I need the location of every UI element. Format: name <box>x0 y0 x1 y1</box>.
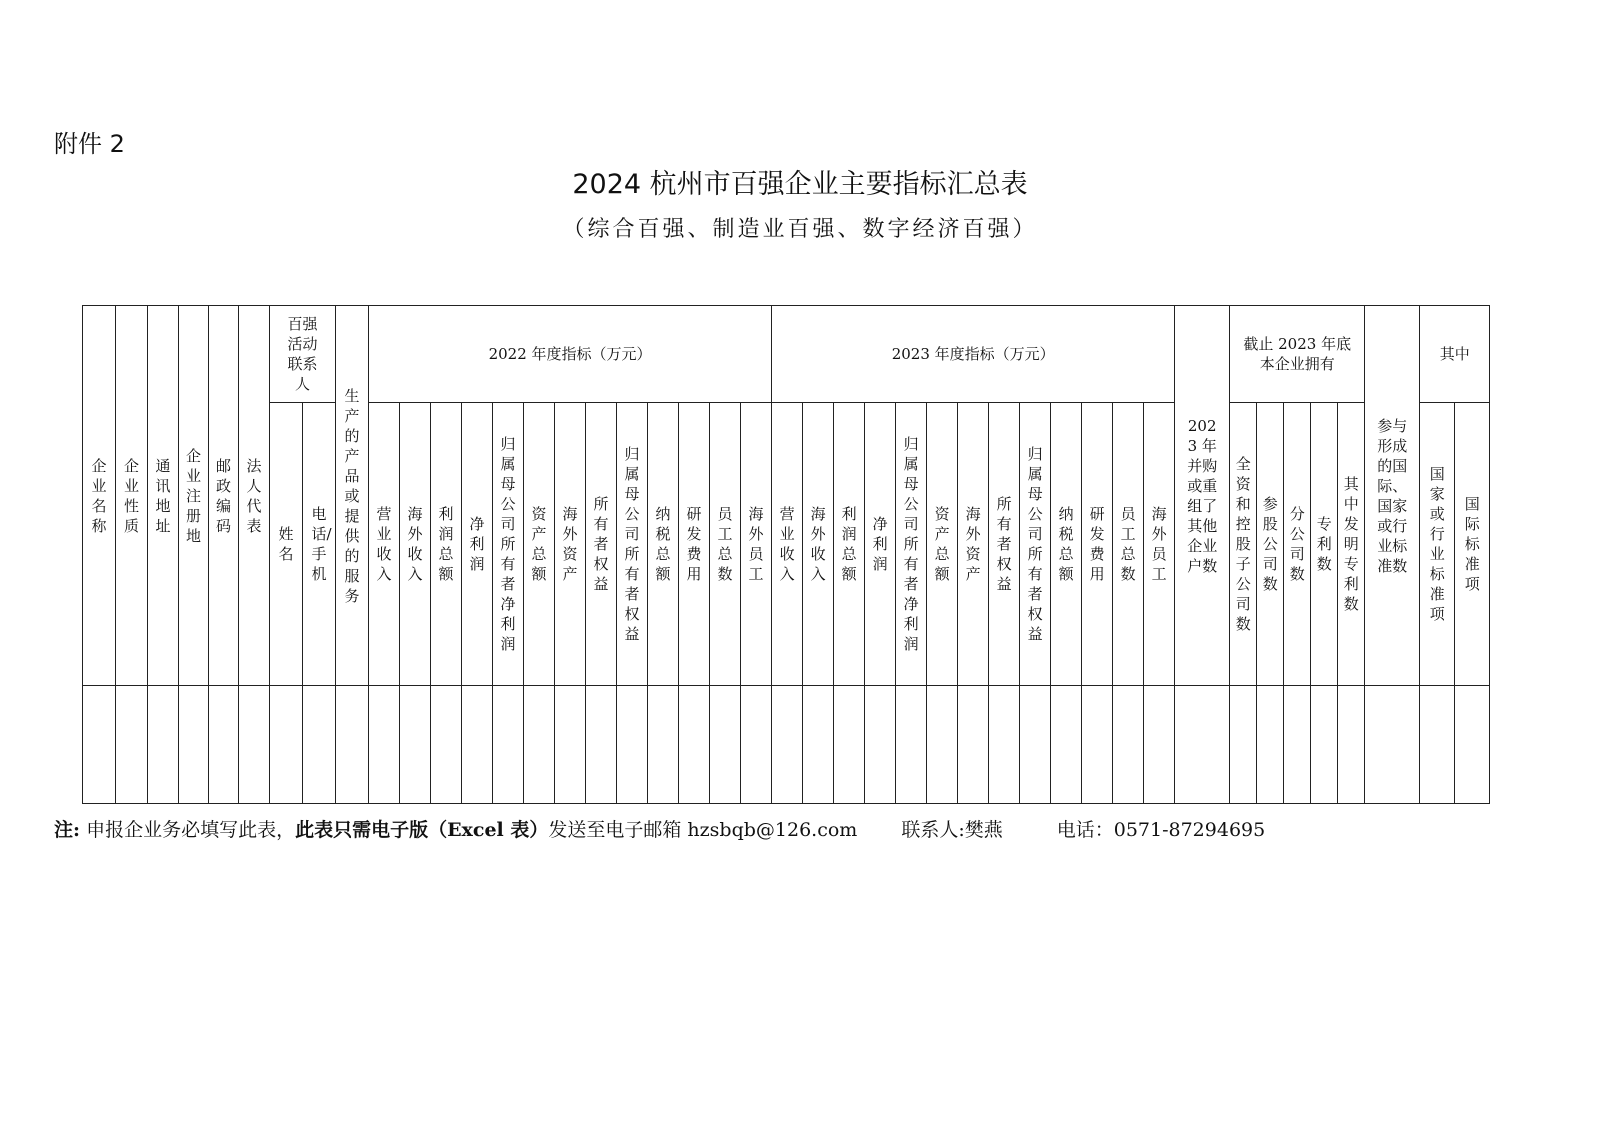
table-cell[interactable] <box>958 686 989 804</box>
table-cell[interactable] <box>1113 686 1144 804</box>
table-cell[interactable] <box>369 686 400 804</box>
col-header-registration: 企业注册地 <box>179 306 209 686</box>
col-header-2023-indicator: 海外收入 <box>803 403 834 686</box>
col-header-2023-indicator: 归属母公司所有者权益 <box>1020 403 1051 686</box>
table-cell[interactable] <box>179 686 209 804</box>
col-header-products: 生产的产品或提供的服务 <box>336 306 369 686</box>
col-header-2022-indicator: 净利润 <box>462 403 493 686</box>
col-header-2022-indicator: 海外员工 <box>741 403 772 686</box>
page-subtitle: （综合百强、制造业百强、数字经济百强） <box>562 217 1038 242</box>
table-cell[interactable] <box>270 686 303 804</box>
col-header-2023-indicator: 净利润 <box>865 403 896 686</box>
col-header-company-type: 企业性质 <box>116 306 148 686</box>
col-header-of-which: 国家或行业标准项 <box>1420 403 1455 686</box>
table-cell[interactable] <box>586 686 617 804</box>
table-row <box>83 686 1490 804</box>
footnote-contact: 联系人:樊燕 <box>901 819 1003 841</box>
table-cell[interactable] <box>1230 686 1257 804</box>
header-row-1 <box>83 306 1490 403</box>
col-header-mna: 2023 年并购或重组了其他企业户数 <box>1175 306 1230 686</box>
table-cell[interactable] <box>209 686 239 804</box>
group-header-owned: 截止 2023 年底本企业拥有 <box>1230 306 1365 403</box>
col-header-2022-indicator: 研发费用 <box>679 403 710 686</box>
table-cell[interactable] <box>834 686 865 804</box>
col-header-2022-indicator: 纳税总额 <box>648 403 679 686</box>
table-cell[interactable] <box>524 686 555 804</box>
col-header-contact-phone: 电话/手机 <box>303 403 336 686</box>
group-header-of-which: 其中 <box>1420 306 1490 403</box>
page-title: 2024 杭州市百强企业主要指标汇总表 <box>572 169 1028 200</box>
group-header-2022: 2022 年度指标（万元） <box>369 306 772 403</box>
col-header-2022-indicator: 员工总数 <box>710 403 741 686</box>
table-cell[interactable] <box>1051 686 1082 804</box>
col-header-2023-indicator: 归属母公司所有者净利润 <box>896 403 927 686</box>
table-cell[interactable] <box>710 686 741 804</box>
col-header-2023-indicator: 利润总额 <box>834 403 865 686</box>
col-header-2022-indicator: 海外收入 <box>400 403 431 686</box>
table-cell[interactable] <box>431 686 462 804</box>
table-cell[interactable] <box>1284 686 1311 804</box>
col-header-owned: 专利数 <box>1311 403 1338 686</box>
footnote-label: 注: <box>54 819 81 841</box>
col-header-owned: 参股公司数 <box>1257 403 1284 686</box>
attachment-label: 附件 2 <box>54 130 125 158</box>
col-header-2023-indicator: 纳税总额 <box>1051 403 1082 686</box>
table-cell[interactable] <box>741 686 772 804</box>
col-header-address: 通讯地址 <box>148 306 179 686</box>
col-header-standards: 参与形成的国际、国家或行业标准数 <box>1365 306 1420 686</box>
table-cell[interactable] <box>493 686 524 804</box>
table-cell[interactable] <box>1338 686 1365 804</box>
col-header-owned: 其中发明专利数 <box>1338 403 1365 686</box>
table-cell[interactable] <box>555 686 586 804</box>
table-cell[interactable] <box>679 686 710 804</box>
table-cell[interactable] <box>148 686 179 804</box>
footnote-email-text: 发送至电子邮箱 hzsbqb@126.com <box>548 819 858 841</box>
table-cell[interactable] <box>303 686 336 804</box>
table-cell[interactable] <box>1257 686 1284 804</box>
table-cell[interactable] <box>617 686 648 804</box>
col-header-2023-indicator: 海外员工 <box>1144 403 1175 686</box>
table-cell[interactable] <box>462 686 493 804</box>
col-header-2023-indicator: 海外资产 <box>958 403 989 686</box>
table-cell[interactable] <box>648 686 679 804</box>
table-cell[interactable] <box>1144 686 1175 804</box>
table-cell[interactable] <box>1365 686 1420 804</box>
table-cell[interactable] <box>1020 686 1051 804</box>
table-cell[interactable] <box>865 686 896 804</box>
col-header-2022-indicator: 营业收入 <box>369 403 400 686</box>
footnote-text-1: 申报企业务必填写此表， <box>86 819 296 841</box>
table-cell[interactable] <box>989 686 1020 804</box>
col-header-2022-indicator: 海外资产 <box>555 403 586 686</box>
col-header-2022-indicator: 归属母公司所有者净利润 <box>493 403 524 686</box>
col-header-contact-name: 姓名 <box>270 403 303 686</box>
col-header-owned: 分公司数 <box>1284 403 1311 686</box>
col-header-2023-indicator: 研发费用 <box>1082 403 1113 686</box>
table-cell[interactable] <box>1082 686 1113 804</box>
col-header-2022-indicator: 利润总额 <box>431 403 462 686</box>
table-cell[interactable] <box>1455 686 1490 804</box>
col-header-owned: 全资和控股子公司数 <box>1230 403 1257 686</box>
table-cell[interactable] <box>896 686 927 804</box>
summary-table <box>82 305 1490 804</box>
table-cell[interactable] <box>1420 686 1455 804</box>
table-cell[interactable] <box>927 686 958 804</box>
col-header-postcode: 邮政编码 <box>209 306 239 686</box>
col-header-2023-indicator: 资产总额 <box>927 403 958 686</box>
col-header-2023-indicator: 营业收入 <box>772 403 803 686</box>
table-cell[interactable] <box>803 686 834 804</box>
col-header-2023-indicator: 所有者权益 <box>989 403 1020 686</box>
table-cell[interactable] <box>83 686 116 804</box>
footnote-text-bold: 此表只需电子版（Excel 表） <box>295 819 549 841</box>
col-header-company-name: 企业名称 <box>83 306 116 686</box>
footnote <box>54 815 1265 842</box>
col-header-2022-indicator: 所有者权益 <box>586 403 617 686</box>
col-header-legal-rep: 法人代表 <box>239 306 270 686</box>
header-row-2 <box>83 403 1490 686</box>
table-cell[interactable] <box>336 686 369 804</box>
table-cell[interactable] <box>239 686 270 804</box>
col-header-of-which: 国际标准项 <box>1455 403 1490 686</box>
footnote-phone: 电话：0571-87294695 <box>1056 819 1266 841</box>
table-cell[interactable] <box>400 686 431 804</box>
group-header-2023: 2023 年度指标（万元） <box>772 306 1175 403</box>
table-cell[interactable] <box>772 686 803 804</box>
table-cell[interactable] <box>1311 686 1338 804</box>
table-cell[interactable] <box>116 686 148 804</box>
col-header-2022-indicator: 资产总额 <box>524 403 555 686</box>
table-cell[interactable] <box>1175 686 1230 804</box>
group-header-contact: 百强活动联系人 <box>270 306 336 403</box>
col-header-2022-indicator: 归属母公司所有者权益 <box>617 403 648 686</box>
col-header-2023-indicator: 员工总数 <box>1113 403 1144 686</box>
